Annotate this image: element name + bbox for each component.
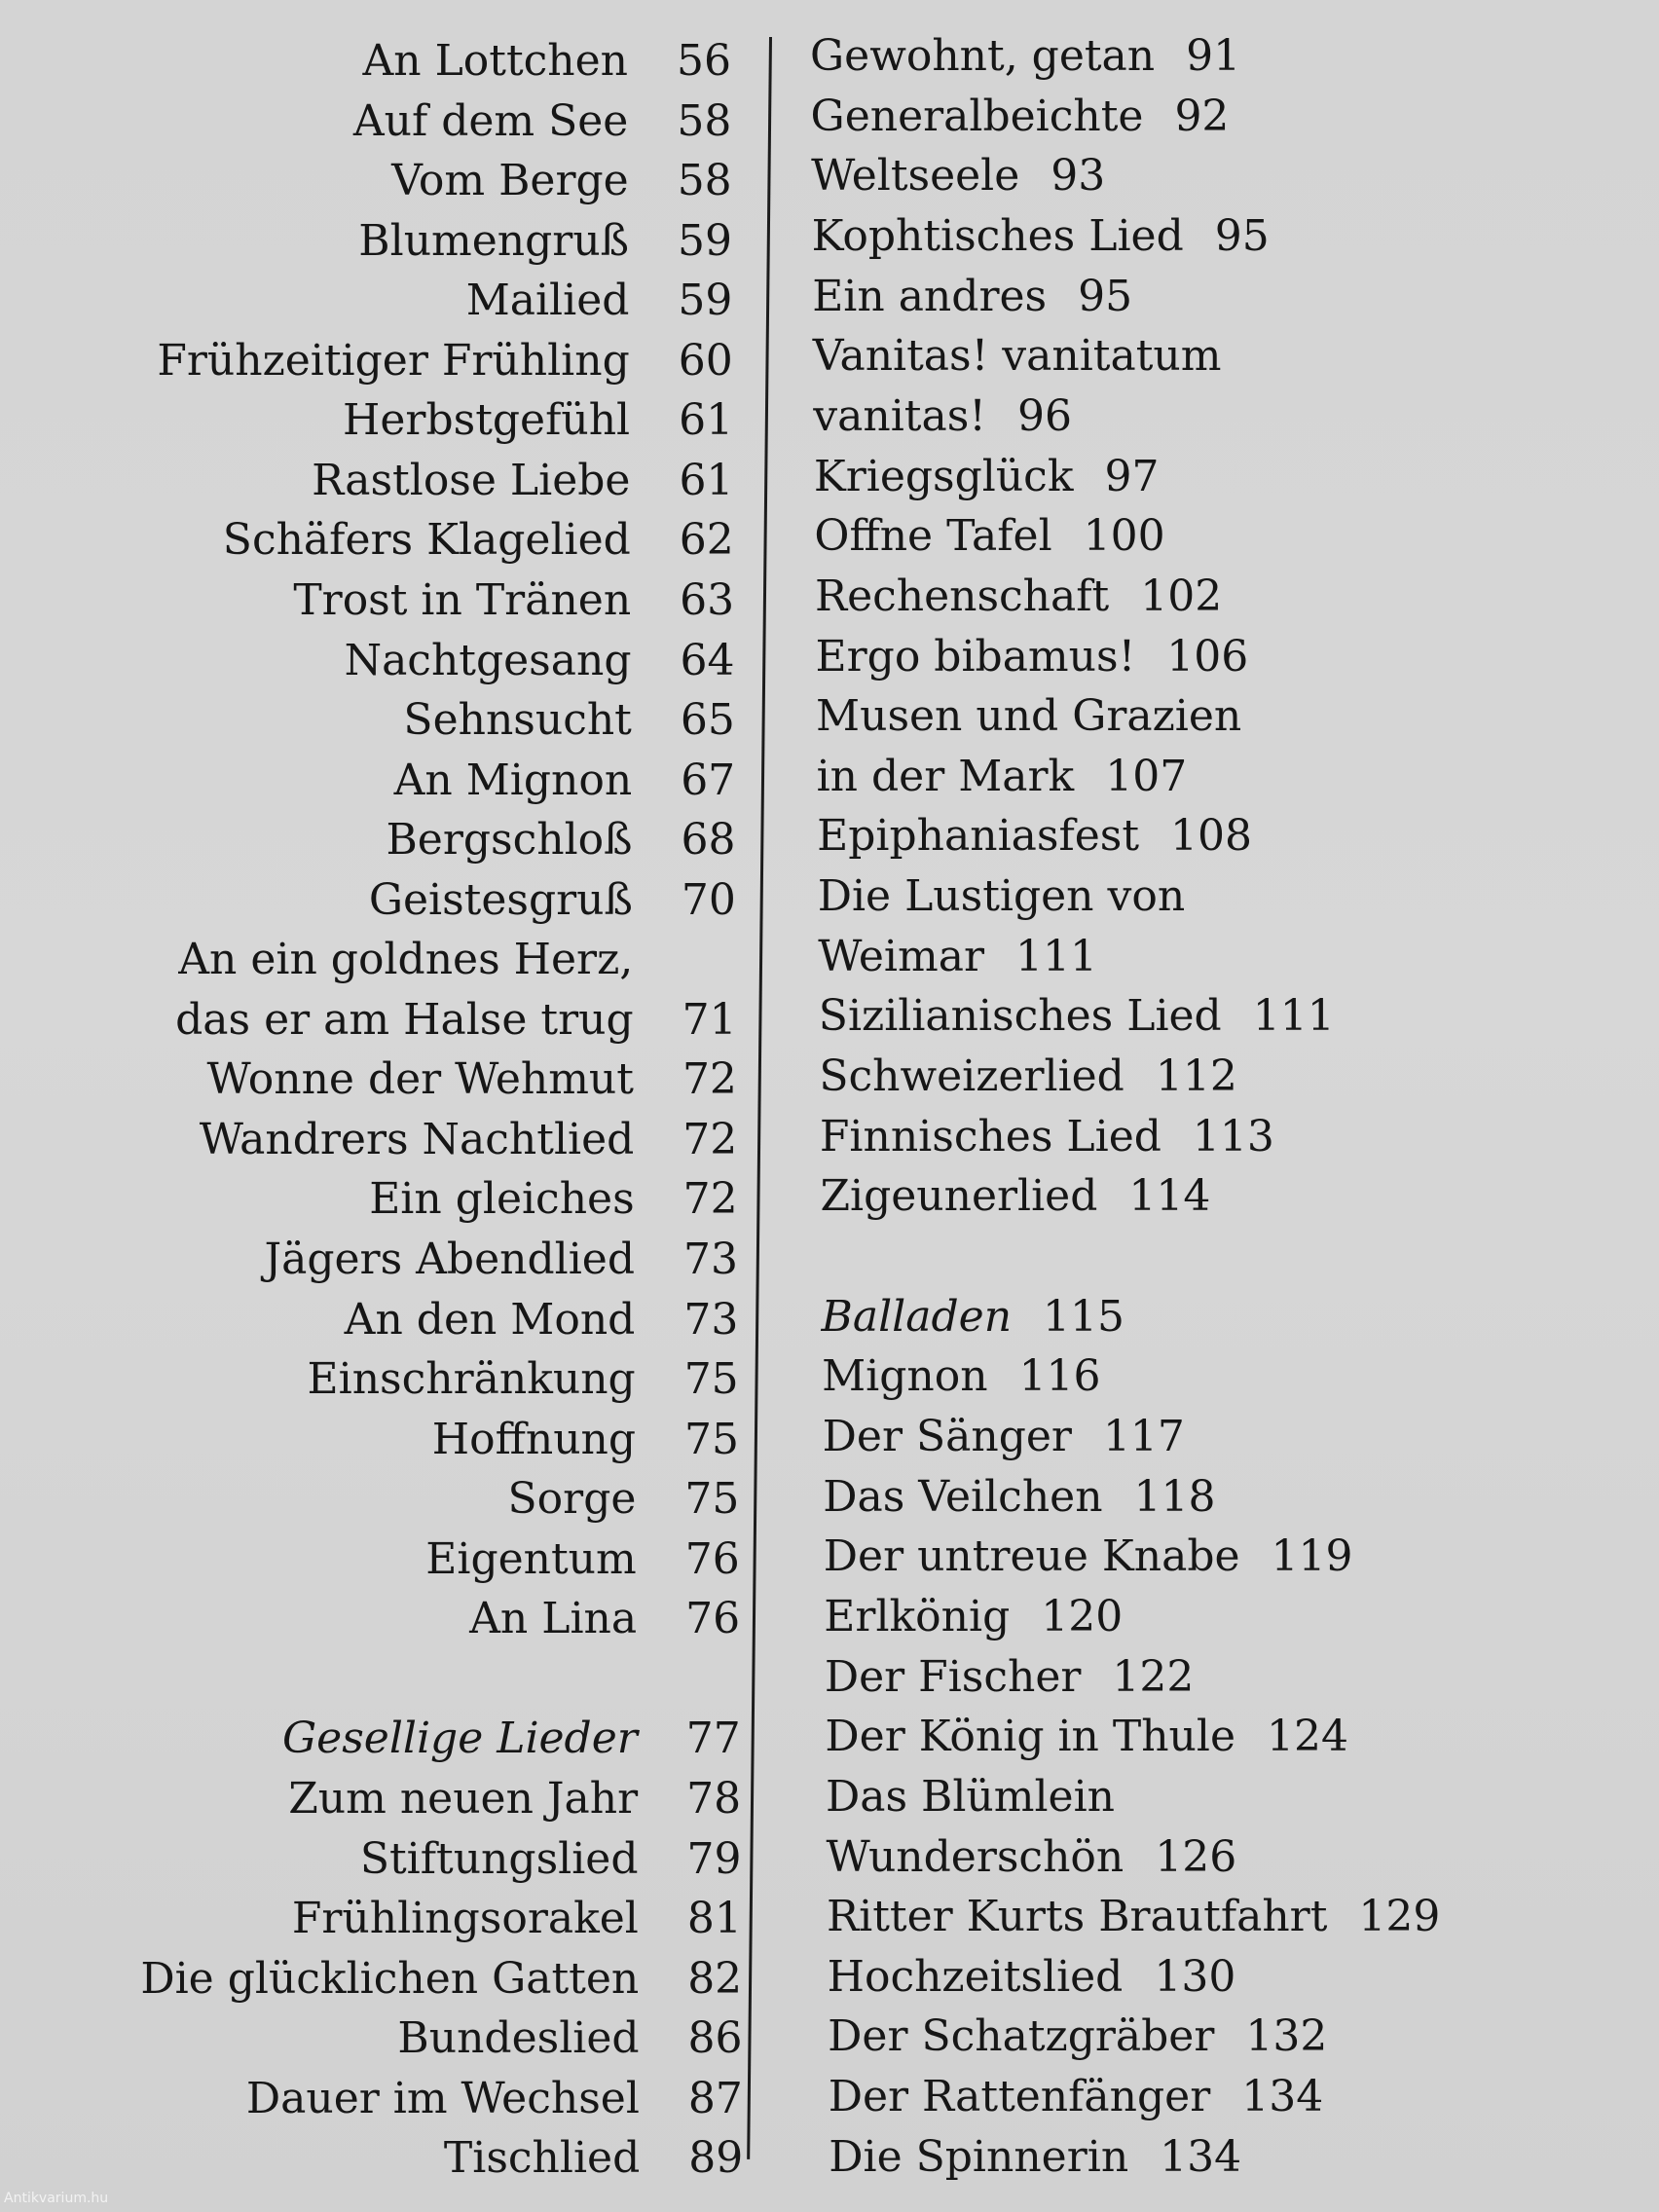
entry-title: Die Lustigen von <box>817 871 1186 922</box>
index-entry <box>814 509 1164 564</box>
page-number: 120 <box>1041 1591 1124 1641</box>
index-entry <box>812 209 1270 264</box>
index-entry <box>815 570 1222 624</box>
page-number: 108 <box>1170 811 1253 862</box>
page-number: 97 <box>1104 451 1160 501</box>
page-number: 132 <box>1245 2011 1328 2062</box>
page-number: 76 <box>684 1533 740 1584</box>
entry-title: Jägers Abendlied <box>264 1235 635 1284</box>
index-entry <box>819 1050 1236 1104</box>
entry-title: Frühlingsorakel <box>291 1894 639 1944</box>
entry-title: Einschränkung <box>307 1354 636 1405</box>
page-number: 72 <box>682 1054 737 1105</box>
entry-title: Die glücklichen Gatten <box>140 1953 640 2004</box>
index-entry <box>829 2130 1241 2185</box>
index-entry <box>823 1410 1185 1464</box>
page-number: 116 <box>1018 1351 1101 1402</box>
page-number: 113 <box>1192 1111 1274 1161</box>
entry-title: An ein goldnes Herz, <box>178 935 634 985</box>
page-number: 64 <box>680 635 735 685</box>
entry-title: Blumengruß <box>358 215 630 266</box>
index-entry <box>817 750 1188 804</box>
index-entry <box>828 1950 1236 2005</box>
entry-title: Zigeunerlied <box>820 1171 1098 1222</box>
index-entry <box>816 630 1249 684</box>
index-entry <box>826 1770 1115 1825</box>
entry-title: Weltseele <box>811 151 1020 202</box>
page-number: 91 <box>1186 31 1241 81</box>
entry-title: Generalbeichte <box>810 91 1144 141</box>
index-entry <box>824 1590 1123 1644</box>
entry-title: Nachtgesang <box>344 635 632 685</box>
entry-title: Finnisches Lied <box>819 1111 1161 1161</box>
entry-title: Das Veilchen <box>823 1471 1103 1522</box>
page-number: 77 <box>685 1714 741 1764</box>
entry-title: Bundeslied <box>397 2013 640 2064</box>
page-number: 72 <box>682 1174 738 1225</box>
entry-title: Geistesgruß <box>368 874 633 925</box>
entry-title: Schäfers Klagelied <box>222 515 631 566</box>
page-number: 118 <box>1133 1471 1216 1522</box>
page-number: 67 <box>681 755 736 805</box>
entry-title: Musen und Grazien <box>816 691 1242 742</box>
index-entry <box>819 989 1335 1044</box>
page-number: 134 <box>1241 2072 1324 2122</box>
page-number: 96 <box>1016 390 1072 441</box>
page-number: 73 <box>683 1294 739 1345</box>
page-number: 117 <box>1102 1411 1185 1461</box>
page-number: 92 <box>1174 91 1230 141</box>
entry-title: Ergo bibamus! <box>815 631 1136 682</box>
column-divider <box>747 37 772 2159</box>
entry-title: Schweizerlied <box>819 1051 1124 1102</box>
index-entry <box>818 930 1097 984</box>
page-number: 65 <box>680 695 735 746</box>
page-number: 75 <box>684 1474 740 1525</box>
entry-title: An Mignon <box>393 755 633 805</box>
section-heading: Balladen <box>821 1291 1013 1342</box>
index-entry <box>827 1890 1440 1944</box>
entry-title: Trost in Tränen <box>293 574 632 625</box>
page-number: 95 <box>1078 271 1133 321</box>
index-entry <box>820 1169 1210 1224</box>
page-number: 61 <box>679 395 734 446</box>
page-number: 111 <box>1015 931 1097 981</box>
entry-title: Herbstgefühl <box>343 395 631 446</box>
entry-title: Erlkönig <box>824 1591 1011 1641</box>
page-number: 134 <box>1160 2131 1242 2182</box>
page-number: 56 <box>677 36 731 86</box>
entry-title: Offne Tafel <box>814 511 1052 562</box>
entry-title: Stiftungslied <box>359 1833 639 1884</box>
entry-title: Der Schatzgräber <box>828 2011 1215 2062</box>
index-entry <box>822 1290 1124 1345</box>
entry-title: Sehnsucht <box>403 695 632 746</box>
entry-title: Der König in Thule <box>825 1712 1235 1762</box>
entry-title: Die Spinnerin <box>829 2131 1129 2182</box>
page-number: 73 <box>683 1235 738 1284</box>
entry-title: Wunderschön <box>826 1831 1124 1882</box>
index-entry <box>810 29 1240 84</box>
index-entry <box>816 689 1241 744</box>
index-entry <box>811 149 1105 203</box>
entry-title: Gewohnt, getan <box>810 31 1156 81</box>
page-number: 95 <box>1214 210 1270 261</box>
index-entry <box>825 1710 1348 1764</box>
entry-title: Vanitas! vanitatum <box>812 331 1222 382</box>
index-entry <box>825 1650 1195 1705</box>
index-entry <box>817 809 1252 864</box>
page-number: 93 <box>1051 151 1106 202</box>
page-number: 100 <box>1083 511 1165 562</box>
entry-title: Dauer im Wechsel <box>245 2073 640 2123</box>
page-number: 87 <box>687 2073 743 2123</box>
page-number: 78 <box>686 1773 742 1824</box>
page-number: 111 <box>1252 991 1335 1042</box>
page-number: 114 <box>1128 1171 1211 1222</box>
index-entry <box>811 90 1230 144</box>
entry-title: Ein andres <box>812 271 1048 321</box>
index-entry <box>822 1349 1100 1404</box>
entry-title: Rechenschaft <box>814 571 1110 621</box>
entry-title: Epiphaniasfest <box>817 811 1140 862</box>
entry-title: Bergschloß <box>386 815 633 866</box>
page-number: 75 <box>683 1354 739 1405</box>
entry-title: An den Mond <box>344 1294 636 1345</box>
entry-title: Wonne der Wehmut <box>206 1054 634 1105</box>
index-entry <box>820 1110 1274 1164</box>
entry-title: Sizilianisches Lied <box>818 991 1222 1042</box>
page-number: 71 <box>682 994 737 1045</box>
page-number: 61 <box>679 455 734 505</box>
watermark: Antikvarium.hu <box>4 2191 109 2206</box>
page-number: 76 <box>685 1594 741 1644</box>
entry-title: Ein gleiches <box>369 1174 635 1225</box>
page-number: 60 <box>678 335 733 386</box>
index-entry <box>813 329 1222 384</box>
entry-title: Sorge <box>507 1474 637 1525</box>
page-number: 86 <box>687 2013 743 2064</box>
page-number: 115 <box>1043 1291 1125 1342</box>
entry-title: Mailied <box>465 276 630 326</box>
entry-title: An Lina <box>469 1594 638 1644</box>
entry-title: Der untreue Knabe <box>823 1531 1240 1582</box>
page-number: 62 <box>679 515 734 566</box>
page-number: 130 <box>1154 1951 1236 2002</box>
entry-title: Zum neuen Jahr <box>288 1773 639 1824</box>
index-entry <box>814 450 1160 504</box>
entry-title: Eigentum <box>425 1533 637 1584</box>
entry-title: das er am Halse trug <box>175 994 634 1045</box>
index-entry <box>823 1470 1215 1525</box>
page-number: 70 <box>681 874 736 925</box>
page-number: 58 <box>677 156 732 206</box>
page-number: 106 <box>1166 631 1249 682</box>
page-number: 72 <box>682 1114 738 1164</box>
entry-title: vanitas! <box>813 390 986 441</box>
page-number: 126 <box>1155 1831 1237 1882</box>
entry-title: Der Fischer <box>824 1651 1082 1702</box>
entry-title: An Lottchen <box>362 36 628 86</box>
index-entry <box>812 270 1132 324</box>
entry-title: Kriegsglück <box>813 451 1074 501</box>
entry-title: Das Blümlein <box>825 1771 1116 1822</box>
page-number: 58 <box>677 95 732 146</box>
entry-title: Mignon <box>822 1351 988 1402</box>
entry-title: Auf dem See <box>352 95 629 146</box>
entry-title: Frühzeitiger Frühling <box>157 335 630 386</box>
page-number: 89 <box>688 2133 744 2184</box>
page-number: 124 <box>1267 1712 1348 1762</box>
index-entry <box>829 2070 1324 2124</box>
index-entry <box>818 869 1185 924</box>
page-number: 68 <box>681 815 736 866</box>
page-number: 75 <box>684 1414 740 1464</box>
page-number: 129 <box>1358 1892 1441 1942</box>
page-number: 102 <box>1140 571 1223 621</box>
page-number: 82 <box>687 1953 743 2004</box>
entry-title: Hoffnung <box>431 1414 637 1464</box>
page-number: 122 <box>1112 1651 1195 1702</box>
entry-title: Tischlied <box>443 2133 641 2184</box>
page-number: 119 <box>1271 1531 1353 1582</box>
index-entry <box>828 2009 1327 2064</box>
page-number: 112 <box>1155 1051 1237 1102</box>
index-entry <box>813 389 1072 444</box>
index-entry <box>827 1830 1237 1885</box>
page-number: 107 <box>1105 751 1188 801</box>
page-number: 63 <box>680 574 735 625</box>
index-entry <box>824 1530 1353 1584</box>
entry-title: Vom Berge <box>391 156 629 206</box>
page-number: 81 <box>686 1894 742 1944</box>
page-number: 59 <box>678 276 733 326</box>
entry-title: in der Mark <box>816 751 1075 801</box>
page-number: 59 <box>678 215 733 266</box>
entry-title: Hochzeitslied <box>827 1951 1124 2002</box>
entry-title: Der Rattenfänger <box>828 2072 1211 2122</box>
section-heading: Gesellige Lieder <box>282 1714 638 1764</box>
entry-title: Ritter Kurts Brautfahrt <box>827 1892 1328 1942</box>
entry-title: Wandrers Nachtlied <box>199 1114 635 1164</box>
page-number: 79 <box>686 1833 742 1884</box>
entry-title: Der Sänger <box>822 1411 1072 1461</box>
entry-title: Kophtisches Lied <box>811 210 1184 261</box>
entry-title: Rastlose Liebe <box>312 455 631 505</box>
entry-title: Weimar <box>818 931 984 981</box>
